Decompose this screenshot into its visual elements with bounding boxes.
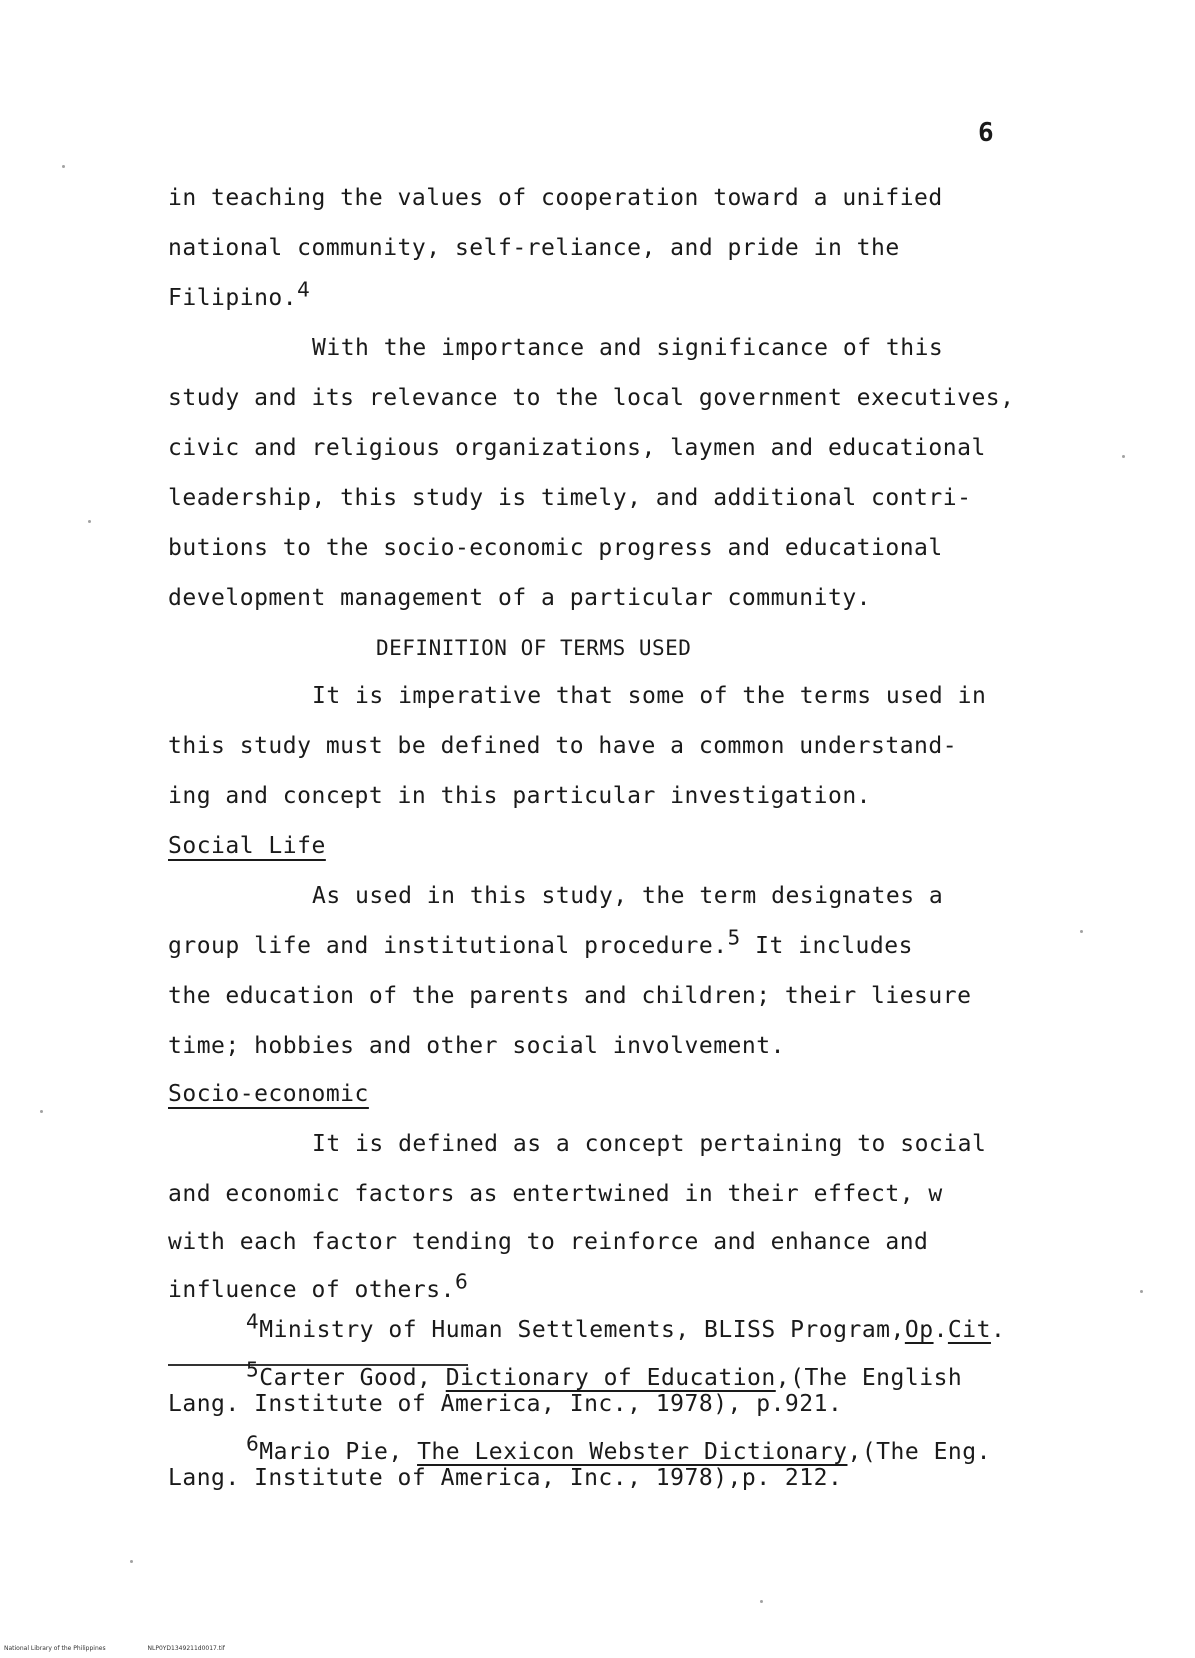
footnote-4-end: .: [990, 1317, 1006, 1343]
paragraph2-line2: study and its relevance to the local government executives,: [168, 385, 1015, 411]
scan-speck: [62, 165, 65, 168]
footnote-5-line2: Lang. Institute of America, Inc., 1978), p.921.: [168, 1391, 843, 1417]
paragraph3-line2: this study must be defined to have a common understand-: [168, 733, 958, 759]
paragraph2-line5: butions to the socio-economic progress and educational: [168, 535, 943, 561]
term1-line1: As used in this study, the term designates a: [312, 883, 944, 909]
paragraph3-line1: It is imperative that some of the terms used in: [312, 683, 987, 709]
paragraph2-line3: civic and religious organizations, laymen and educational: [168, 435, 986, 461]
term2-line3: with each factor tending to reinforce and enhance and: [168, 1229, 929, 1255]
term1-line2-b: It includes: [740, 933, 913, 959]
paragraph2-line1: With the importance and significance of this: [312, 335, 944, 361]
term1-line4: time; hobbies and other social involvement.: [168, 1033, 785, 1059]
term2-line2: and economic factors as entertwined in their effect, w: [168, 1181, 943, 1207]
term1-line3: the education of the parents and children; their liesure: [168, 983, 972, 1009]
footnote-6-line1: [246, 1431, 991, 1466]
footnote-6-publisher: ,(The Eng.: [847, 1439, 991, 1465]
footnote-4: [246, 1309, 1006, 1344]
term1-line2-a: group life and institutional procedure.: [168, 933, 728, 959]
footnote-5-title: Dictionary of Education: [445, 1365, 776, 1391]
term-title-social-life: Social Life: [168, 833, 326, 859]
paragraph1-line2: national community, self-reliance, and pride in the: [168, 235, 900, 261]
term-title-socio-economic: Socio-economic: [168, 1081, 369, 1107]
paragraph1-line3-text: Filipino.: [168, 285, 298, 311]
footnote-ref-4: 4: [297, 277, 311, 302]
scan-speck: [1140, 1290, 1143, 1293]
paragraph2-line4: leadership, this study is timely, and additional contri-: [168, 485, 972, 511]
footnote-5-author: Carter Good,: [259, 1365, 446, 1391]
paragraph1-line3: [168, 277, 311, 312]
footnote-6-title: The Lexicon Webster Dictionary: [417, 1439, 848, 1465]
footnote-ref-6: 6: [454, 1269, 469, 1294]
paragraph3-line3: ing and concept in this particular investigation.: [168, 783, 872, 809]
footnote-4-dot: .: [933, 1317, 948, 1343]
footnote-5-number: 5: [246, 1357, 260, 1382]
scan-footer: [4, 1645, 225, 1652]
paragraph2-line6: development management of a particular community.: [168, 585, 872, 611]
footnote-4-op: Op: [904, 1317, 934, 1343]
scan-speck: [40, 1110, 43, 1113]
footnote-6-author: Mario Pie,: [259, 1439, 418, 1465]
term2-line4: [168, 1269, 469, 1304]
scan-speck: [88, 520, 91, 523]
term2-line1: It is defined as a concept pertaining to social: [312, 1131, 987, 1157]
footnote-ref-5: 5: [727, 925, 741, 950]
footer-library-name: National Library of the Philippines: [4, 1645, 106, 1652]
footnote-5-line1: [246, 1357, 963, 1392]
section-heading: DEFINITION OF TERMS USED: [376, 636, 692, 660]
scan-speck: [760, 1600, 763, 1603]
footnote-4-number: 4: [246, 1309, 260, 1334]
footnote-4-text: Ministry of Human Settlements, BLISS Program,: [259, 1317, 905, 1343]
footnote-5-publisher: ,(The English: [775, 1365, 963, 1391]
page-number: 6: [978, 118, 994, 148]
scan-speck: [1122, 455, 1125, 458]
footnote-6-number: 6: [246, 1431, 260, 1456]
paragraph1-line1: in teaching the values of cooperation toward a unified: [168, 185, 943, 211]
scan-speck: [1080, 930, 1083, 933]
scan-speck: [130, 1560, 133, 1563]
footnote-6-line2: Lang. Institute of America, Inc., 1978),p. 212.: [168, 1465, 843, 1491]
footer-file-id: NLP0YD1349211d0017.tif: [147, 1645, 225, 1652]
footnote-4-cit: Cit: [947, 1317, 991, 1343]
term2-line4-text: influence of others.: [168, 1277, 455, 1303]
term1-line2: [168, 925, 913, 960]
